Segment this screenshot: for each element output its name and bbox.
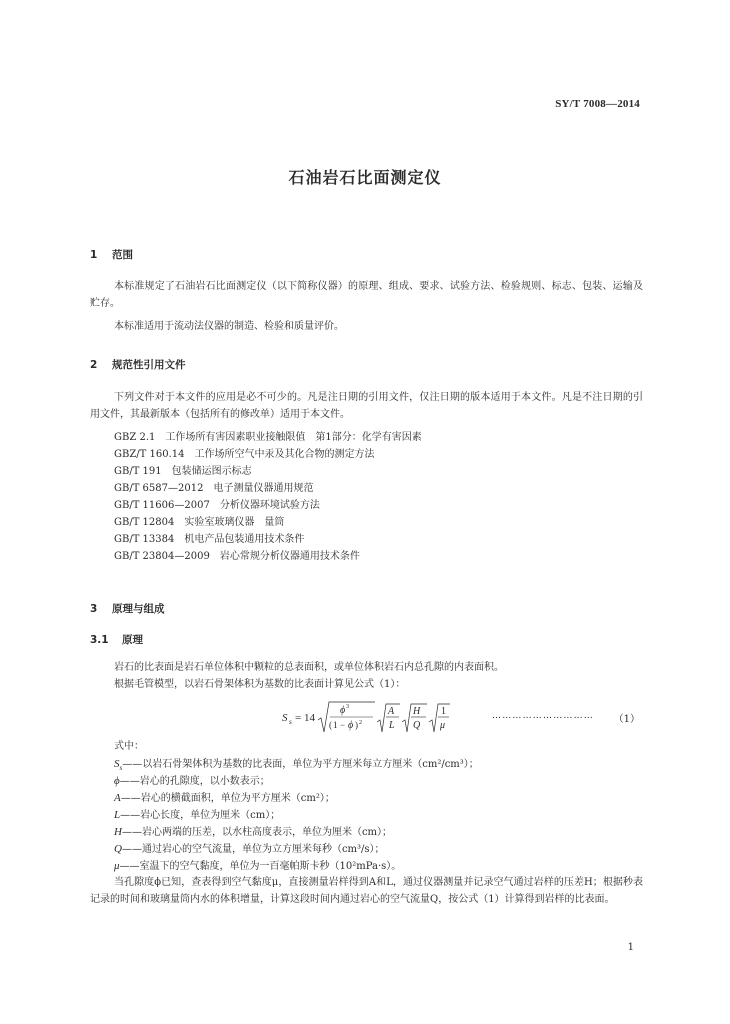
principle-paragraph-2: 根据毛管模型，以岩石骨架体积为基数的比表面计算见公式（1）： — [114, 679, 406, 690]
var-h: H — [413, 706, 421, 717]
phi-denominator: ϕ — [348, 720, 354, 731]
variable-definition — [114, 806, 280, 821]
subsection-number: 3.1 — [90, 634, 109, 646]
reference-code: GBZ 2.1 — [114, 432, 156, 443]
formula-svg — [282, 700, 472, 736]
minus-sign: − — [340, 720, 346, 730]
paren-close: ) — [355, 720, 358, 730]
section-title: 原理与组成 — [112, 603, 165, 615]
variable-description: ——室温下的空气黏度，单位为一百毫帕斯卡秒（10²mPa·s）。 — [119, 861, 402, 872]
reference-title: 实验室玻璃仪器 量筒 — [184, 517, 285, 528]
variable-description: ——岩心两端的压差，以水柱高度表示，单位为厘米（cm）； — [121, 827, 393, 838]
variable-description: ——岩心的孔隙度，以小数表示； — [119, 776, 270, 787]
formula-lhs-sub: s — [289, 718, 292, 726]
reference-title: 岩心常规分析仪器通用技术条件 — [219, 551, 360, 562]
section-number: 1 — [90, 249, 98, 261]
variable-symbol: A — [114, 792, 121, 804]
one-value: 1 — [333, 720, 338, 730]
standard-number: SY/T 7008—2014 — [555, 98, 640, 110]
reference-title: 工作场所有害因素职业接触限值 第1部分：化学有害因素 — [165, 432, 422, 443]
var-q: Q — [413, 720, 421, 731]
variable-definition — [114, 755, 479, 770]
phi-numerator: ϕ — [340, 705, 346, 716]
section-title: 范围 — [112, 249, 133, 261]
reference-item — [114, 497, 320, 514]
reference-title: 电子测量仪器通用规范 — [213, 483, 314, 494]
variable-symbol: H — [114, 826, 122, 838]
variable-subscript: s — [119, 764, 123, 772]
reference-code: GB/T 23804—2009 — [114, 551, 210, 562]
variable-symbol: ϕ — [114, 775, 120, 787]
reference-title: 机电产品包装通用技术条件 — [184, 534, 305, 545]
reference-item — [114, 429, 422, 446]
var-mu: μ — [440, 720, 446, 731]
variable-definition — [114, 772, 270, 787]
reference-code: GB/T 13384 — [114, 534, 175, 545]
reference-code: GBZ/T 160.14 — [114, 449, 185, 460]
reference-item — [114, 463, 252, 480]
document-title: 石油岩石比面测定仪 — [288, 168, 442, 187]
one-numerator: 1 — [441, 706, 446, 717]
reference-item — [114, 446, 375, 463]
reference-code: GB/T 191 — [114, 466, 162, 477]
variable-definition — [114, 789, 335, 804]
equation-number: （1） — [613, 714, 640, 725]
reference-item — [114, 548, 360, 565]
formula-lhs: S — [282, 712, 288, 724]
subsection-3-1-heading — [90, 632, 143, 647]
reference-item — [114, 531, 304, 548]
reference-code: GB/T 11606—2007 — [114, 500, 210, 511]
exponent: 2 — [359, 720, 362, 726]
exponent: 3 — [346, 704, 349, 710]
reference-code: GB/T 12804 — [114, 517, 175, 528]
variable-symbol: S — [114, 758, 120, 770]
principle-paragraph-1: 岩石的比表面是岩石单位体积中颗粒的总表面积，或单位体积岩石内总孔隙的内表面积。 — [114, 662, 504, 673]
reference-title: 分析仪器环境试验方法 — [219, 500, 320, 511]
reference-title: 包装储运图示标志 — [171, 466, 252, 477]
section-title: 规范性引用文件 — [112, 359, 186, 371]
variable-description: ——岩心的横截面积，单位为平方厘米（cm²）； — [120, 793, 335, 804]
section-1-paragraph-1: 本标准规定了石油岩石比面测定仪（以下简称仪器）的原理、组成、要求、试验方法、检验规则、标志、包装、运输及贮存。 — [90, 281, 643, 310]
section-3-heading — [90, 601, 165, 616]
section-number: 3 — [90, 603, 98, 615]
section-2-heading — [90, 357, 186, 372]
variable-definition — [114, 840, 385, 855]
variable-description: ——通过岩心的空气流量，单位为立方厘米每秒（cm³/s）； — [121, 844, 385, 855]
specific-surface-formula — [282, 700, 472, 736]
reference-item — [114, 480, 313, 497]
variable-definition — [114, 823, 392, 838]
reference-code: GB/T 6587—2012 — [114, 483, 204, 494]
variable-symbol: L — [114, 809, 121, 821]
variable-symbol: μ — [114, 860, 120, 872]
reference-item — [114, 514, 284, 531]
reference-title: 工作场所空气中汞及其化合物的测定方法 — [194, 449, 375, 460]
variable-definition — [114, 857, 401, 872]
where-label: 式中： — [114, 741, 144, 752]
formula-coefficient: = 14 — [295, 712, 315, 724]
subsection-title: 原理 — [122, 634, 143, 646]
variable-description: ——岩心长度，单位为厘米（cm）； — [120, 810, 281, 821]
page-number: 1 — [627, 942, 634, 953]
principle-closing-paragraph: 当孔隙度ϕ已知，查表得到空气黏度μ，直接测量岩样得到A和L，通过仪器测量并记录空气通过岩样的压差H；根据秒表记录的时间和玻璃量筒内水的体积增量，计算这段时间内通过岩心的空气流量Q，按公式（1）计算得到岩样的比表面。 — [90, 877, 643, 906]
section-1-paragraph-2: 本标准适用于流动法仪器的制造、检验和质量评价。 — [114, 321, 344, 332]
variable-description: ——以岩石骨架体积为基数的比表面，单位为平方厘米每立方厘米（cm²/cm³）； — [122, 759, 479, 770]
section-2-intro: 下列文件对于本文件的应用是必不可少的。凡是注日期的引用文件，仅注日期的版本适用于本文件。凡是不注日期的引用文件，其最新版本（包括所有的修改单）适用于本文件。 — [90, 392, 643, 421]
equation-leader-dots: ………………………… — [492, 711, 594, 721]
var-a: A — [388, 706, 395, 717]
variable-symbol: Q — [114, 843, 122, 855]
var-l: L — [389, 720, 395, 731]
section-1-heading — [90, 247, 133, 262]
paren-open: ( — [329, 720, 332, 730]
section-number: 2 — [90, 359, 98, 371]
